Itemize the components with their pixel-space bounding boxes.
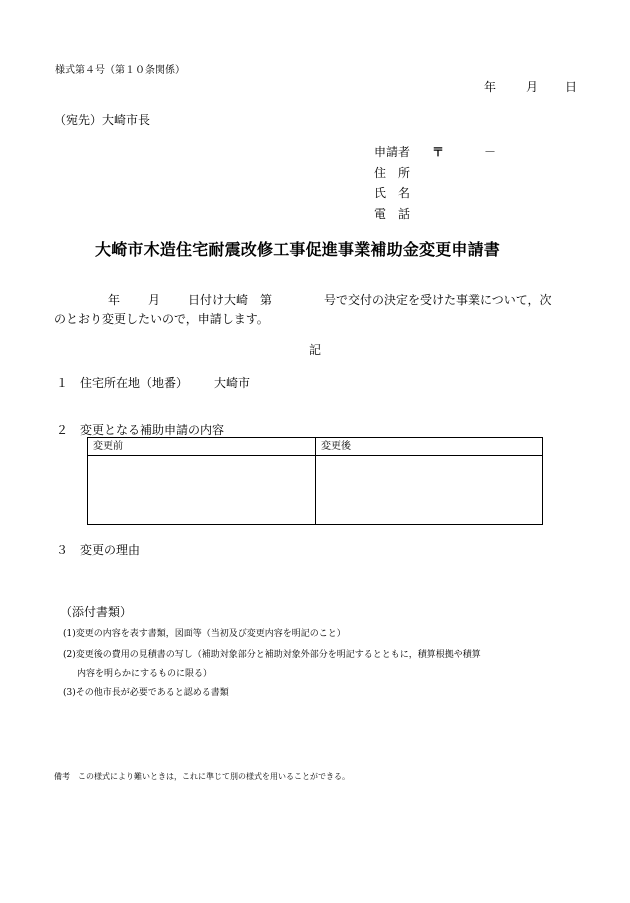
before-header: 変更前 xyxy=(93,441,123,452)
remarks-note: 備考 この様式により難いときは，これに準じて別の様式を用いることができる。 xyxy=(54,772,350,781)
change-table xyxy=(87,437,543,525)
form-number: 様式第４号（第１０条関係） xyxy=(55,65,185,76)
item2-number: ２ xyxy=(56,423,69,437)
table-column-divider xyxy=(315,438,316,524)
addressee: （宛先）大崎市長 xyxy=(54,113,151,127)
item1-label: 住宅所在地（地番） xyxy=(80,376,189,390)
applicant-label: 申請者 xyxy=(374,145,411,159)
after-header: 変更後 xyxy=(321,441,351,452)
applicant-row xyxy=(374,145,497,159)
attachment-item-3: (3)その他市長が必要であると認める書類 xyxy=(63,688,229,698)
postal-dash: － xyxy=(484,145,497,159)
body-rest: 号で交付の決定を受けた事業について，次 xyxy=(324,293,552,307)
attachment-item-1: (1)変更の内容を表す書類，図面等（当初及び変更内容を明記のこと） xyxy=(63,629,346,639)
attachment-item-2: (2)変更後の費用の見積書の写し（補助対象部分と補助対象外部分を明記するとともに，積算根拠や積算 xyxy=(63,650,481,660)
name-label: 氏 名 xyxy=(374,186,411,200)
item3-label: 変更の理由 xyxy=(80,543,141,557)
item3-number: ３ xyxy=(56,543,69,557)
date-day: 日 xyxy=(565,80,578,94)
ki-marker: 記 xyxy=(309,343,322,357)
body-month: 月 xyxy=(148,293,161,307)
body-line2: のとおり変更したいので，申請します。 xyxy=(54,312,269,326)
document-title: 大崎市木造住宅耐震改修工事促進事業補助金変更申請書 xyxy=(95,240,501,259)
item1-value: 大崎市 xyxy=(214,376,251,390)
attachments-heading: （添付書類） xyxy=(60,605,133,619)
item2-label: 変更となる補助申請の内容 xyxy=(80,423,225,437)
address-label: 住 所 xyxy=(374,166,411,180)
body-year: 年 xyxy=(108,293,121,307)
postal-mark: 〒 xyxy=(432,145,445,159)
body-dated: 日付け大崎 第 xyxy=(188,293,273,307)
attachment-item-2-cont: 内容を明らかにするものに限る） xyxy=(77,669,213,679)
item1-number: １ xyxy=(56,376,69,390)
date-year: 年 xyxy=(484,80,497,94)
phone-label: 電 話 xyxy=(374,207,411,221)
date-month: 月 xyxy=(526,80,539,94)
